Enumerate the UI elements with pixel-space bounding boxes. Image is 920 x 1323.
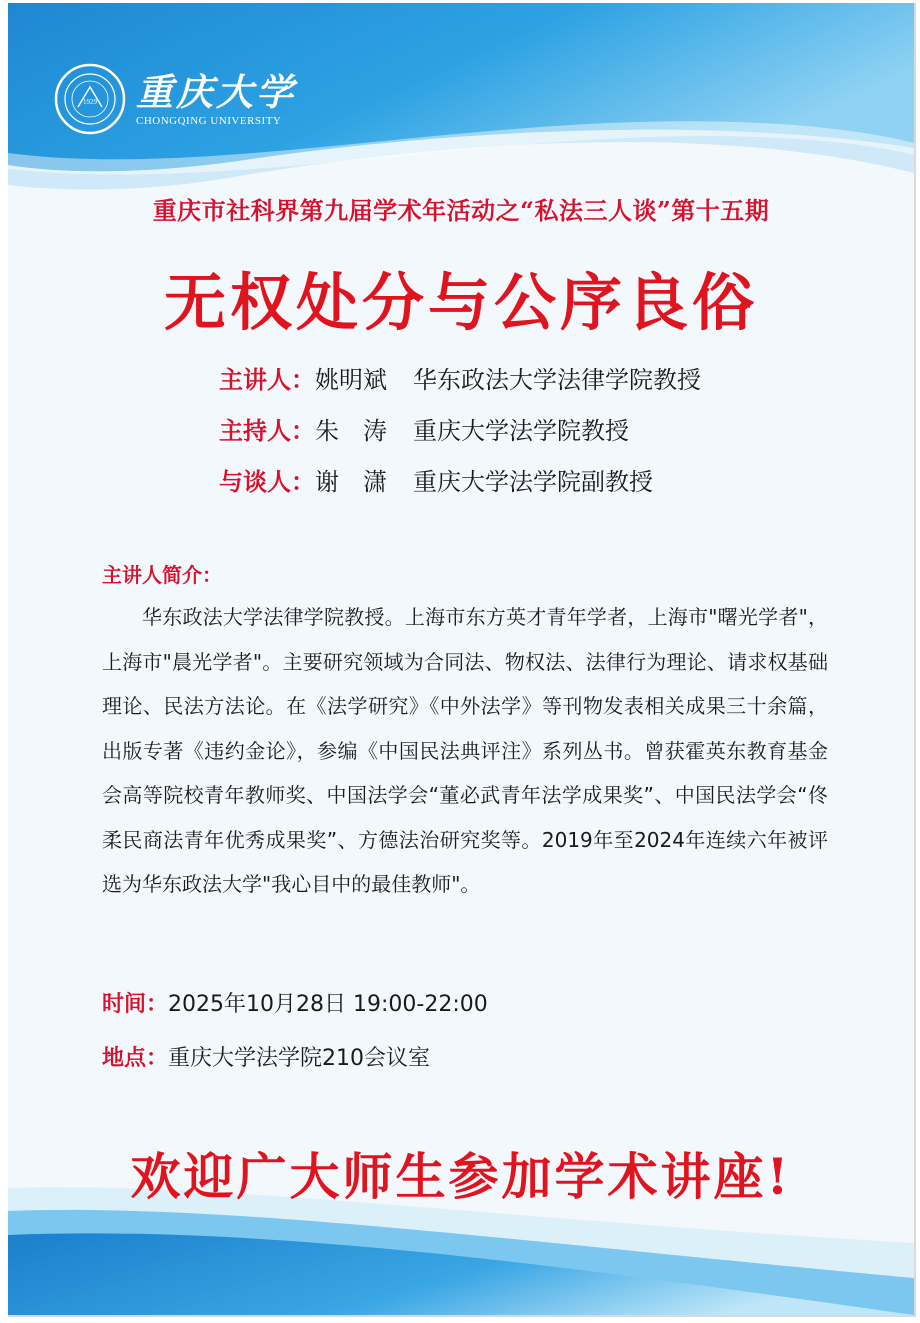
role-label: 主持人： xyxy=(219,417,315,445)
person-name: 谢 潇 xyxy=(315,468,387,496)
person-title: 华东政法大学法律学院教授 xyxy=(413,366,701,394)
university-name: 重庆大学 xyxy=(136,70,296,114)
host-row xyxy=(219,411,701,462)
university-seal-icon xyxy=(54,63,126,135)
place-label: 地点： xyxy=(102,1046,169,1071)
welcome-slogan: 欢迎广大师生参加学术讲座! xyxy=(130,1147,792,1206)
event-time xyxy=(102,987,488,1018)
person-title: 重庆大学法学院副教授 xyxy=(413,468,653,496)
seal-year: 1929 xyxy=(83,98,97,106)
university-name-en: CHONGQING UNIVERSITY xyxy=(136,115,282,127)
place-value: 重庆大学法学院210会议室 xyxy=(168,1046,431,1071)
time-value: 2025年10月28日 19:00-22:00 xyxy=(168,992,488,1017)
speaker-intro-heading: 主讲人简介： xyxy=(102,563,222,587)
role-label: 与谈人： xyxy=(219,468,315,496)
person-title: 重庆大学法学院教授 xyxy=(413,417,629,445)
event-series: 重庆市社科界第九届学术年活动之“私法三人谈”第十五期 xyxy=(152,196,770,225)
person-name: 姚明斌 xyxy=(315,366,387,394)
speaker-bio: 华东政法大学法律学院教授。上海市东方英才青年学者，上海市"曙光学者"，上海市"晨光学者"。主要研究领域为合同法、物权法、法律行为理论、请求权基础理论、民法方法论。在《法学研究》《中外法学》等刊物发表相关成果三十余篇，出版专著《违约金论》，参编《中国民法典评注》系列丛书。曾获霍英东教育基金会高等院校青年教师奖、中国法学会“董必武青年法学成果奖”、中国民法学会“佟柔民商法青年优秀成果奖”、方德法治研究奖等。2019年至2024年连续六年被评选为华东政法大学"我心目中的最佳教师"。 xyxy=(102,605,828,896)
discussant-row xyxy=(219,462,701,513)
time-label: 时间： xyxy=(102,992,169,1017)
speaker-list xyxy=(219,360,701,513)
poster xyxy=(8,3,916,1317)
event-place xyxy=(102,1041,430,1072)
person-name: 朱 涛 xyxy=(315,417,387,445)
event-title: 无权处分与公序良俗 xyxy=(163,266,758,339)
speaker-row xyxy=(219,360,701,411)
university-logo xyxy=(54,63,296,135)
role-label: 主讲人： xyxy=(219,366,315,394)
